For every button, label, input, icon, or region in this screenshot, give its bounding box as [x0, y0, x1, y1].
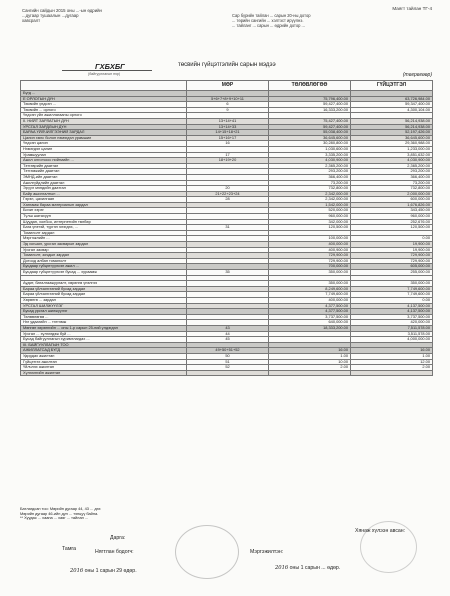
plan-value: 960,000.00: [269, 214, 351, 220]
footnote: ** Хуудас ... хаана ... хаяг ... тайлан ...: [20, 515, 89, 521]
row-label: Гэрэл, цахилгаан: [21, 197, 187, 203]
row-label: Шуудан, холбоо, интернетийн төлбөр: [21, 219, 187, 225]
actual-value: 29,360,988.00: [351, 141, 433, 147]
actual-value: 3,737,500.00: [351, 314, 433, 320]
row-label: Үндсэн үйл ажиллагааны орлого: [21, 113, 187, 119]
date-left-year: 2016: [70, 568, 84, 574]
row-label: Ажилгүйдлийн даатгал: [21, 180, 187, 186]
plan-value: 732,800.00: [269, 186, 351, 192]
row-label: Цалин хөлс болон нэмэгдэл урамшил: [21, 135, 187, 141]
row-number: 20: [187, 186, 269, 192]
form-code: Маягт тайлан ТГ-4: [392, 6, 432, 11]
row-label: Үндсэн цалин: [21, 141, 187, 147]
row-label: УРСГАЛ ЗАРДЛЫН ДҮН: [21, 124, 187, 130]
table-header-row: [21, 81, 433, 91]
actual-value: 7,511,578.00: [351, 325, 433, 331]
date-left-suffix: оны 1 сарын 29 өдөр.: [84, 568, 137, 574]
plan-value: 700,000.00: [269, 264, 351, 270]
header-left: [22, 8, 172, 24]
actual-value: 73,200.00: [351, 180, 433, 186]
actual-value: 350,000.00: [351, 281, 433, 287]
budget-table: [20, 80, 433, 376]
plan-value: 1.00: [269, 353, 351, 359]
plan-value: 30,280,800.00: [269, 141, 351, 147]
footnotes: [20, 507, 435, 521]
actual-value: 3,511,578.00: [351, 331, 433, 337]
row-label: Дотоод албан томилолт: [21, 258, 187, 264]
plan-value: 36,645,600.00: [269, 135, 351, 141]
plan-value: 350,000.00: [269, 281, 351, 287]
actual-value: 2,000,000.00: [351, 191, 433, 197]
date-right-year: 2016: [275, 565, 289, 571]
row-label: II. НИЙТ ЗАРЛАГЫН ДҮН: [21, 118, 187, 124]
plan-value: 1,542,000.00: [269, 202, 351, 208]
actual-value: 1.00: [351, 353, 433, 359]
header-right-line: Сар бүрийн тайлан ... сарын 20-ны дотор: [232, 13, 311, 19]
actual-value: 960,000.00: [351, 214, 433, 220]
row-number: 52: [187, 365, 269, 371]
actual-value: 7,749,600.00: [351, 286, 433, 292]
header-right-line: ... тайланг ... сарын ... өдрийн дотор ...: [232, 23, 305, 29]
plan-value: 729,900.00: [269, 253, 351, 259]
row-number: 17: [187, 152, 269, 158]
column-header: ТӨЛӨВЛӨГӨӨ: [269, 81, 351, 91]
row-label: Мэргэжлийн ...: [21, 236, 187, 242]
row-label: Нэмэгдэл цалин: [21, 146, 187, 152]
row-label: Бараа үйлчилгээний бусад зардал: [21, 292, 187, 298]
row-label: Нэг удаагийн ... тэтгэмж: [21, 320, 187, 326]
row-label: Аудит, баталгаажуулалт, хөрөнгө үнэлгээ: [21, 281, 187, 287]
date-right-suffix: оны 1 сарын ... өдөр.: [289, 565, 341, 571]
row-label: Тэтгэмжийн даатгал: [21, 169, 187, 175]
actual-value: 52,197,426.00: [351, 130, 433, 136]
row-label: Бүгд ...: [21, 91, 187, 97]
actual-value: 1,676,826.00: [351, 202, 433, 208]
plan-value: 293,200.00: [269, 169, 351, 175]
actual-value: 12.00: [351, 359, 433, 365]
row-label: Бичиг хэрэг: [21, 208, 187, 214]
plan-value: 7,749,600.00: [269, 292, 351, 298]
actual-value: 59,347,400.00: [351, 102, 433, 108]
row-label: Томилолт зардал: [21, 230, 187, 236]
footnote: Батлагдсан тоо: Мөрийн дугаар 44, 43 ... дэх: [20, 506, 101, 511]
row-number: 50: [187, 353, 269, 359]
row-label: ЭМНД-ийн даатгал: [21, 174, 187, 180]
plan-value: 59,427,400.00: [269, 124, 351, 130]
specialist-label: Мэргэжилтэн:: [250, 549, 284, 555]
column-header: ГҮЙЦЭТГЭЛ: [351, 81, 433, 91]
row-label: Үйлчлэх ажилтан: [21, 365, 187, 371]
row-label: Түлш шатахуун: [21, 214, 187, 220]
row-number: 28: [187, 197, 269, 203]
currency-unit: (төгрөгөөр): [402, 72, 432, 78]
row-label: Хүлээлгийн ажилтан: [21, 370, 187, 376]
row-label: Удирдах ажилтан: [21, 353, 187, 359]
plan-value: 120,500.00: [269, 225, 351, 231]
plan-value: 16,333,200.00: [269, 107, 351, 113]
plan-value: [269, 370, 351, 376]
actual-value: 56,214,938.00: [351, 118, 433, 124]
actual-value: 605,000.00: [351, 264, 433, 270]
plan-value: 4,377,500.00: [269, 309, 351, 315]
plan-value: 2,342,000.00: [269, 197, 351, 203]
plan-value: 520,000.00: [269, 208, 351, 214]
row-label: Хөрөнгө ... зардал: [21, 297, 187, 303]
row-label: Ажил олгогчоос нийгмийн ...: [21, 158, 187, 164]
plan-value: 59,427,400.00: [269, 102, 351, 108]
plan-value: 3,737,500.00: [269, 314, 351, 320]
table-body: [21, 91, 433, 376]
plan-value: 3,335,200.00: [269, 152, 351, 158]
row-label: УРСГАЛ ШИЛЖҮҮЛЭГ: [21, 303, 187, 309]
header-left-line: Сангийн сайдын 2015 оны ...-ын өдрийн: [22, 8, 102, 13]
plan-value: 16.00: [269, 348, 351, 354]
row-number: [187, 370, 269, 376]
actual-value: 4,030,900.00: [351, 158, 433, 164]
stamp-label: Тамга: [62, 546, 77, 552]
actual-value: 729,900.00: [351, 253, 433, 259]
actual-value: 56,214,938.00: [351, 124, 433, 130]
date-left: [70, 568, 137, 574]
row-number: 49+50+51+52: [187, 348, 269, 354]
organization-caption: (байгууллагын нэр): [88, 72, 121, 76]
actual-value: 120,500.00: [351, 225, 433, 231]
actual-value: 255,000.00: [351, 270, 433, 276]
actual-value: 729,900.00: [351, 258, 433, 264]
actual-value: 366,400.00: [351, 174, 433, 180]
plan-value: 18,333,200.00: [269, 325, 351, 331]
row-label: Томилолт, зочдын зардал: [21, 253, 187, 259]
header-left-line: хавсралт: [22, 18, 41, 24]
row-number: 31: [187, 225, 269, 231]
document-title: төсвийн гүйцэтгэлийн сарын мэдээ: [178, 62, 276, 68]
plan-value: 366,400.00: [269, 174, 351, 180]
row-number: 18+19+20: [187, 158, 269, 164]
row-number: 21+22+23+24: [187, 191, 269, 197]
row-number: 5+6+7+8+9+10+11: [187, 96, 269, 102]
official-stamp: [360, 521, 417, 573]
actual-value: 2.00: [351, 365, 433, 371]
actual-value: 63,726,984.00: [351, 96, 433, 102]
row-label: Мөнгөн хөрөнгийн ... оны 1-р сарын 25-ний үлдэгдэл: [21, 325, 187, 331]
column-header: МӨР: [187, 81, 269, 91]
row-number: 6: [187, 102, 269, 108]
actual-value: 343,450.00: [351, 208, 433, 214]
actual-value: 600,000.00: [351, 197, 433, 203]
row-number: 13+14+33: [187, 124, 269, 130]
plan-value: 350,000.00: [269, 270, 351, 276]
plan-value: 73,200.00: [269, 180, 351, 186]
plan-value: 75,427,400.00: [269, 118, 351, 124]
row-label: Бараа үйлчилгээний бусад зардал: [21, 286, 187, 292]
plan-value: 400,000.00: [269, 242, 351, 248]
accountant-label: Нягтлан бодогч:: [95, 549, 134, 555]
actual-value: 4,300,104.00: [351, 107, 433, 113]
actual-value: 293,200.00: [351, 169, 433, 175]
row-label: Хангамж бараа материалын зардал: [21, 202, 187, 208]
row-label: Урсгал ... хүлээгдэж буй ...: [21, 331, 187, 337]
row-number: 9: [187, 107, 269, 113]
plan-value: 400,900.00: [269, 247, 351, 253]
actual-value: 0.00: [351, 297, 433, 303]
row-label: Эд хогшил, урсгал засварын зардал: [21, 242, 187, 248]
row-label: Эрүүл мэндийн даатгал: [21, 186, 187, 192]
plan-value: 2,342,000.00: [269, 191, 351, 197]
row-number: 13+14+41: [187, 118, 269, 124]
row-label: Бусад урсгал шилжүүлэг: [21, 309, 187, 315]
row-label: Урамшуулал: [21, 152, 187, 158]
row-number: 16: [187, 141, 269, 147]
header-right-line: ... төрийн сангийн ... хэлтэст ирүүлнэ.: [232, 18, 304, 24]
plan-value: 75,796,400.00: [269, 96, 351, 102]
plan-value: 4,030,900.00: [269, 158, 351, 164]
footnote: Мөрийн дугаар 46-ийн дүн ... тэнцүү байна.: [20, 510, 99, 516]
actual-value: 3,851,632.00: [351, 152, 433, 158]
table-row: [21, 370, 433, 376]
header-left-line: ...дугаар тушаалын ...дугаар: [22, 13, 79, 19]
row-label: Урсгал засвар: [21, 247, 187, 253]
row-label: Е ОРЛОГЫН ДҮН: [21, 96, 187, 102]
actual-value: 252,676.00: [351, 219, 433, 225]
organization-name: ГХБХБГ: [95, 62, 125, 71]
row-number: 35: [187, 270, 269, 276]
row-label: Төсвийн үндсэн ...: [21, 102, 187, 108]
actual-value: 19,900.00: [351, 247, 433, 253]
plan-value: 8,249,600.00: [269, 286, 351, 292]
actual-value: 732,800.00: [351, 186, 433, 192]
row-label: Гүйцэтгэх ажилтан: [21, 359, 187, 365]
plan-value: 55,038,400.00: [269, 130, 351, 136]
actual-value: [351, 370, 433, 376]
checker-label: Хянаж хүлээн авсан:: [355, 528, 406, 534]
actual-value: 420,000.00: [351, 320, 433, 326]
row-number: 51: [187, 359, 269, 365]
row-label: Төсвийн ... орлого: [21, 107, 187, 113]
row-label: Тэтгэврийн даатгал: [21, 163, 187, 169]
header-right: [232, 6, 432, 28]
plan-value: 100,000.00: [269, 236, 351, 242]
row-label: Бусдаар гүйцэтгүүлсэн бусад ... хураамж: [21, 270, 187, 276]
row-number: 44: [187, 331, 269, 337]
row-label: III. БАЙГУУЛЛАГЫН ТОО: [21, 342, 187, 348]
plan-value: 2.00: [269, 365, 351, 371]
date-right: [275, 565, 340, 571]
row-label: БАРАА ҮЙЛЧИЛГЭЭНИЙ ЗАРДАЛ: [21, 130, 187, 136]
plan-value: 729,900.00: [269, 258, 351, 264]
row-number: 45: [187, 337, 269, 343]
plan-value: 1,030,600.00: [269, 146, 351, 152]
director-label: Дарга:: [110, 535, 126, 541]
row-label: АЖИЛЛАГСАД БҮГД: [21, 348, 187, 354]
actual-value: 36,645,600.00: [351, 135, 433, 141]
actual-value: 0.00: [351, 236, 433, 242]
official-stamp: [175, 525, 239, 579]
actual-value: 4,137,500.00: [351, 309, 433, 315]
actual-value: 7,749,600.00: [351, 292, 433, 298]
row-number: 43: [187, 325, 269, 331]
actual-value: 1,233,000.00: [351, 146, 433, 152]
actual-value: 16.00: [351, 348, 433, 354]
actual-value: 19,900.00: [351, 242, 433, 248]
row-number: 14+15+18+21: [187, 130, 269, 136]
actual-value: 4,000,000.00: [351, 337, 433, 343]
row-label: Бусдаар гүйцэтгүүлсэн ажил ...: [21, 264, 187, 270]
row-label: Бага үнэтэй, түргэн элэгдэх, ...: [21, 225, 187, 231]
row-label: Байр ашиглалтын ...: [21, 191, 187, 197]
plan-value: 10.00: [269, 359, 351, 365]
org-underline: [62, 70, 152, 71]
plan-value: 640,000.00: [269, 320, 351, 326]
plan-value: 400,000.00: [269, 297, 351, 303]
row-label: Бусад байгууллагын хуримтлагдах ...: [21, 337, 187, 343]
column-header: [21, 81, 187, 91]
actual-value: 4,137,500.00: [351, 303, 433, 309]
plan-value: 2,365,200.00: [269, 163, 351, 169]
actual-value: 2,365,200.00: [351, 163, 433, 169]
plan-value: 342,000.00: [269, 219, 351, 225]
row-number: 15+16+17: [187, 135, 269, 141]
row-label: Төлөвлөгөө ...: [21, 314, 187, 320]
plan-value: 4,377,500.00: [269, 303, 351, 309]
